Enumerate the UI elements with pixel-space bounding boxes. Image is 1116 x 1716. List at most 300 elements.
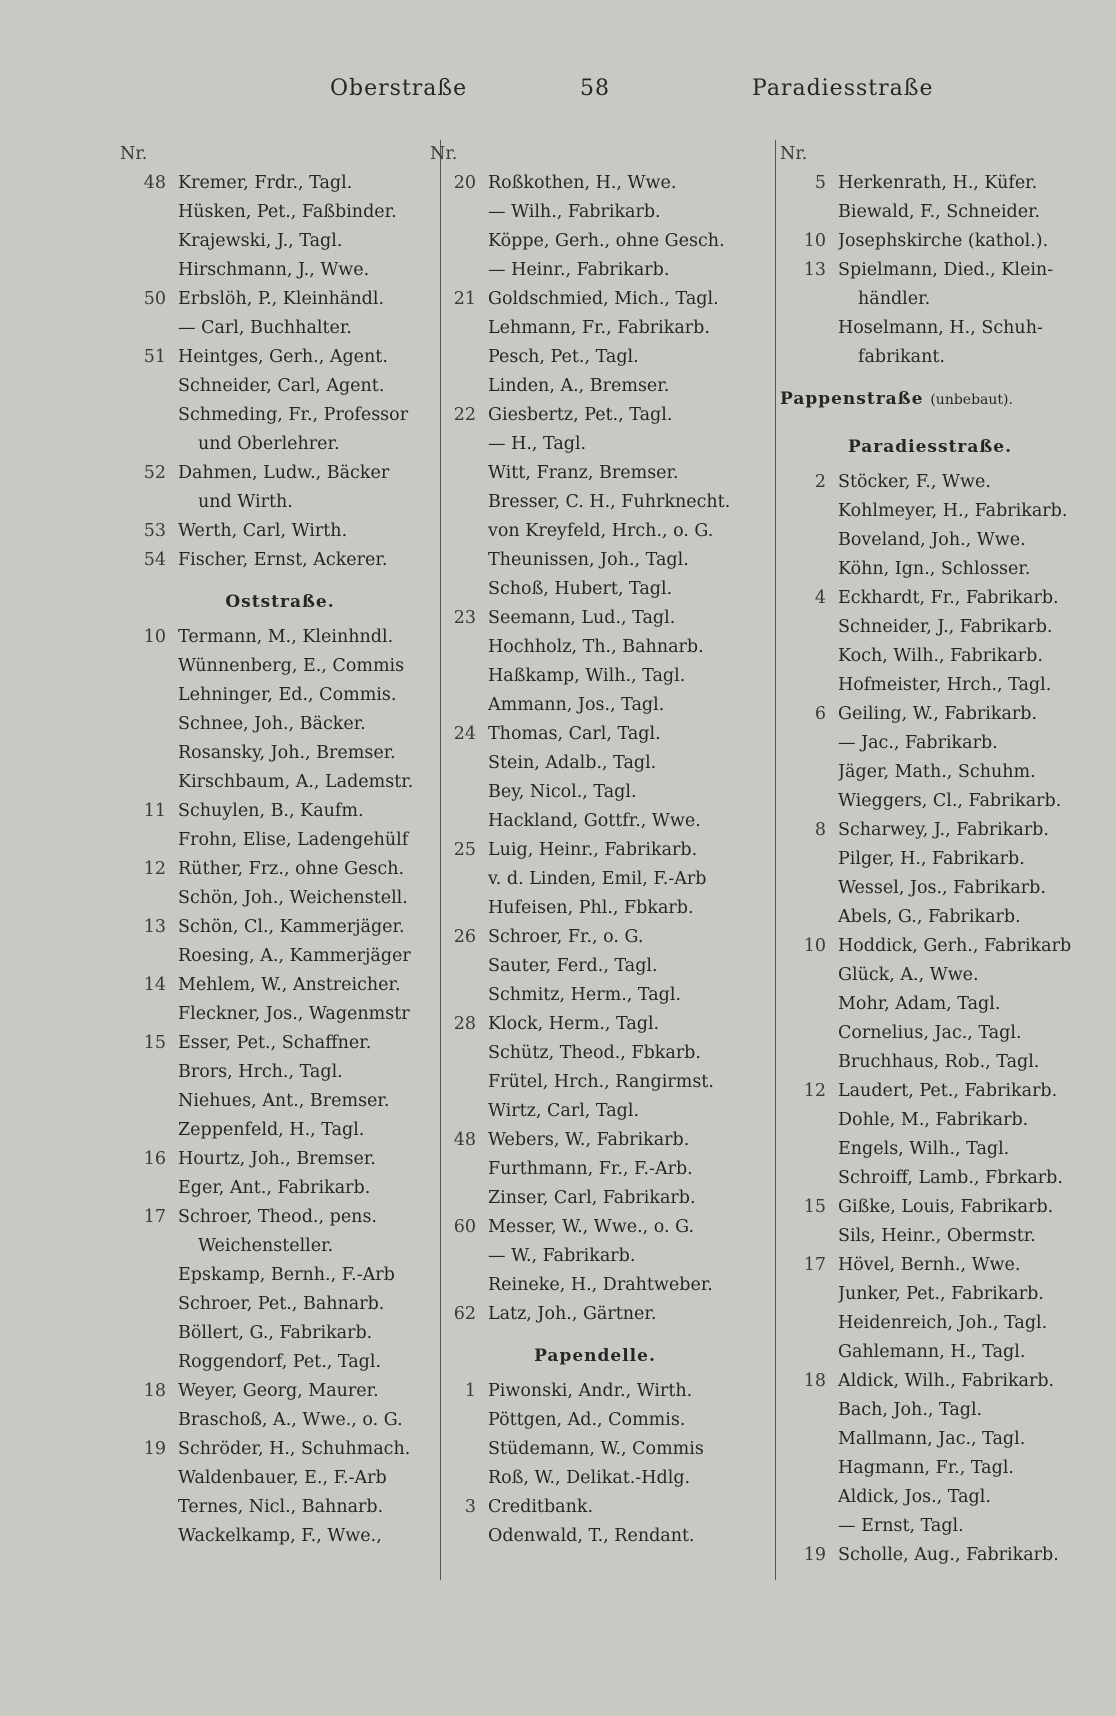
directory-entry <box>430 1377 760 1406</box>
house-number <box>430 575 488 604</box>
resident-entry-text: Köhn, Ign., Schlosser. <box>838 559 1031 579</box>
resident-entry-text: Goldschmied, Mich., Tagl. <box>488 289 719 309</box>
resident-entry-text: Schroer, Theod., pens. <box>178 1207 377 1227</box>
resident-entry-text: Kohlmeyer, H., Fabrikarb. <box>838 501 1068 521</box>
resident-entry-text: Dohle, M., Fabrikarb. <box>838 1110 1029 1130</box>
resident-entry-text: Abels, G., Fabrikarb. <box>838 907 1021 927</box>
street-heading <box>780 420 1080 468</box>
house-number: 1 <box>464 1381 476 1401</box>
resident-entry-text: Schuylen, B., Kaufm. <box>178 801 364 821</box>
house-number <box>120 1319 178 1348</box>
house-number <box>120 1522 178 1551</box>
resident-entry-text: Hüsken, Pet., Faßbinder. <box>178 202 397 222</box>
resident-entry-text: Fleckner, Jos., Wagenmstr <box>178 1004 410 1024</box>
resident-entry-text: Roggendorf, Pet., Tagl. <box>178 1352 382 1372</box>
house-number <box>780 497 838 526</box>
house-number <box>780 845 838 874</box>
directory-entry <box>430 923 760 952</box>
directory-entry <box>780 1512 1080 1541</box>
directory-entry <box>780 642 1080 671</box>
resident-entry-text: Schnee, Joh., Bäcker. <box>178 714 366 734</box>
house-number <box>780 343 838 372</box>
directory-entry <box>430 1213 760 1242</box>
directory-entry <box>120 227 440 256</box>
resident-entry-text: Zinser, Carl, Fabrikarb. <box>488 1188 696 1208</box>
house-number <box>780 1483 838 1512</box>
directory-entry <box>780 845 1080 874</box>
directory-entry <box>120 1232 440 1261</box>
resident-entry-text: Hofmeister, Hrch., Tagl. <box>838 675 1052 695</box>
resident-entry-text: Stein, Adalb., Tagl. <box>488 753 657 773</box>
resident-entry-text: Wessel, Jos., Fabrikarb. <box>838 878 1046 898</box>
resident-entry-text: Eckhardt, Fr., Fabrikarb. <box>838 588 1059 608</box>
house-number <box>780 1425 838 1454</box>
house-number <box>120 1493 178 1522</box>
resident-entry-text: — H., Tagl. <box>488 434 587 454</box>
resident-entry-text: Kirschbaum, A., Lademstr. <box>178 772 414 792</box>
directory-entry <box>430 1493 760 1522</box>
resident-entry-text: Stöcker, F., Wwe. <box>838 472 991 492</box>
house-number <box>430 459 488 488</box>
resident-entry-text: Creditbank. <box>488 1497 594 1517</box>
resident-entry-text: Braschoß, A., Wwe., o. G. <box>178 1410 403 1430</box>
directory-entry <box>120 1406 440 1435</box>
resident-entry-text: Haßkamp, Wilh., Tagl. <box>488 666 686 686</box>
house-number <box>120 227 178 256</box>
house-number <box>120 1058 178 1087</box>
resident-entry-text <box>840 140 1080 169</box>
resident-entry-text: händler. <box>858 289 931 309</box>
directory-entry <box>120 546 440 575</box>
house-number <box>120 430 178 459</box>
resident-entry-text: Spielmann, Died., Klein- <box>838 260 1054 280</box>
house-number <box>430 778 488 807</box>
directory-entry <box>120 1174 440 1203</box>
directory-entry <box>430 343 760 372</box>
resident-entry-text: Junker, Pet., Fabrikarb. <box>838 1284 1044 1304</box>
house-number <box>120 372 178 401</box>
resident-entry-text: Köppe, Gerh., ohne Gesch. <box>488 231 725 251</box>
directory-entry <box>780 285 1080 314</box>
resident-entry-text: Sauter, Ferd., Tagl. <box>488 956 658 976</box>
directory-entry <box>780 1280 1080 1309</box>
resident-entry-text: Biewald, F., Schneider. <box>838 202 1041 222</box>
resident-entry-text: Koch, Wilh., Fabrikarb. <box>838 646 1043 666</box>
resident-entry-text: Böllert, G., Fabrikarb. <box>178 1323 373 1343</box>
house-number <box>120 652 178 681</box>
house-number <box>120 1290 178 1319</box>
house-number: 24 <box>453 724 476 744</box>
directory-entry <box>780 1454 1080 1483</box>
resident-entry-text: Aldick, Wilh., Fabrikarb. <box>838 1371 1055 1391</box>
directory-entry <box>780 961 1080 990</box>
directory-entry <box>120 652 440 681</box>
house-number <box>780 1019 838 1048</box>
directory-entry <box>430 1271 760 1300</box>
house-number <box>780 1396 838 1425</box>
resident-entry-text: Ammann, Jos., Tagl. <box>488 695 665 715</box>
directory-entry <box>430 1435 760 1464</box>
resident-entry-text: Herkenrath, H., Küfer. <box>838 173 1038 193</box>
house-number <box>120 401 178 430</box>
directory-entry <box>120 343 440 372</box>
directory-entry <box>430 459 760 488</box>
directory-entry <box>430 604 760 633</box>
resident-entry-text: Roesing, A., Kammerjäger <box>178 946 411 966</box>
resident-entry-text: Geiling, W., Fabrikarb. <box>838 704 1038 724</box>
resident-entry-text: — Wilh., Fabrikarb. <box>488 202 661 222</box>
directory-entry <box>430 546 760 575</box>
directory-entry <box>120 1464 440 1493</box>
resident-entry-text: Termann, M., Kleinhndl. <box>178 627 394 647</box>
house-number <box>430 691 488 720</box>
resident-entry-text: Schütz, Theod., Fbkarb. <box>488 1043 701 1063</box>
resident-entry-text <box>490 140 760 169</box>
house-number <box>780 1280 838 1309</box>
directory-entry <box>430 430 760 459</box>
house-number <box>430 749 488 778</box>
directory-entry <box>780 555 1080 584</box>
resident-entry-text: Pöttgen, Ad., Commis. <box>488 1410 686 1430</box>
resident-entry-text: Piwonski, Andr., Wirth. <box>488 1381 693 1401</box>
house-number <box>430 952 488 981</box>
resident-entry-text: Hoselmann, H., Schuh- <box>838 318 1043 338</box>
directory-entry <box>430 517 760 546</box>
house-number <box>430 1097 488 1126</box>
directory-entry <box>780 1541 1080 1570</box>
resident-entry-text: Scholle, Aug., Fabrikarb. <box>838 1545 1059 1565</box>
resident-entry-text: Josephskirche (kathol.). <box>838 231 1049 251</box>
resident-entry-text: Weyer, Georg, Maurer. <box>178 1381 379 1401</box>
house-number: 13 <box>143 917 166 937</box>
directory-entry <box>430 662 760 691</box>
resident-entry-text: Lehninger, Ed., Commis. <box>178 685 397 705</box>
directory-entry <box>120 401 440 430</box>
house-number: 62 <box>453 1304 476 1324</box>
directory-entry <box>430 1464 760 1493</box>
directory-entry <box>430 778 760 807</box>
house-number <box>430 256 488 285</box>
resident-entry-text: Bruchhaus, Rob., Tagl. <box>838 1052 1040 1072</box>
resident-entry-text: und Wirth. <box>198 492 293 512</box>
resident-entry-text: Eger, Ant., Fabrikarb. <box>178 1178 371 1198</box>
resident-entry-text: Pesch, Pet., Tagl. <box>488 347 639 367</box>
house-number <box>120 1174 178 1203</box>
house-number: 17 <box>143 1207 166 1227</box>
house-number <box>780 990 838 1019</box>
house-number <box>120 198 178 227</box>
header-right-street: Paradiesstraße <box>752 76 934 101</box>
directory-entry <box>120 971 440 1000</box>
house-number: 21 <box>453 289 476 309</box>
house-number: 12 <box>803 1081 826 1101</box>
resident-entry-text: — Carl, Buchhalter. <box>178 318 352 338</box>
directory-entry <box>780 256 1080 285</box>
directory-entry <box>780 198 1080 227</box>
resident-entry-text: Jäger, Math., Schuhm. <box>838 762 1036 782</box>
resident-entry-text: Zeppenfeld, H., Tagl. <box>178 1120 365 1140</box>
house-number: 3 <box>464 1497 476 1517</box>
directory-entry <box>430 633 760 662</box>
house-number: 5 <box>814 173 826 193</box>
house-number <box>120 942 178 971</box>
directory-column-2 <box>430 140 760 1551</box>
street-heading <box>430 1329 760 1377</box>
house-number: 13 <box>803 260 826 280</box>
house-number: 26 <box>453 927 476 947</box>
house-number <box>120 768 178 797</box>
directory-entry <box>120 488 440 517</box>
house-number: 28 <box>453 1014 476 1034</box>
resident-entry-text: Mohr, Adam, Tagl. <box>838 994 1001 1014</box>
house-number <box>780 1338 838 1367</box>
directory-entry <box>430 227 760 256</box>
street-heading <box>780 372 1080 420</box>
house-number: 52 <box>143 463 166 483</box>
house-number: 19 <box>803 1545 826 1565</box>
house-number <box>120 884 178 913</box>
street-heading <box>120 575 440 623</box>
directory-entry <box>430 1300 760 1329</box>
resident-entry-text: Rüther, Frz., ohne Gesch. <box>178 859 405 879</box>
resident-entry-text: Krajewski, J., Tagl. <box>178 231 343 251</box>
directory-entry <box>780 671 1080 700</box>
directory-entry <box>120 1435 440 1464</box>
house-number <box>120 1087 178 1116</box>
resident-entry-text: Thomas, Carl, Tagl. <box>488 724 661 744</box>
number-column-label <box>430 140 760 169</box>
directory-entry <box>780 874 1080 903</box>
house-number <box>430 1242 488 1271</box>
house-number <box>780 961 838 990</box>
resident-entry-text: Messer, W., Wwe., o. G. <box>488 1217 695 1237</box>
resident-entry-text: Schön, Cl., Kammerjäger. <box>178 917 405 937</box>
directory-entry <box>430 1068 760 1097</box>
house-number <box>430 343 488 372</box>
resident-entry-text: Frohn, Elise, Ladengehülf <box>178 830 409 850</box>
resident-entry-text: Esser, Pet., Schaffner. <box>178 1033 372 1053</box>
directory-entry <box>120 1290 440 1319</box>
house-number <box>120 1406 178 1435</box>
house-number: 50 <box>143 289 166 309</box>
directory-entry <box>430 1155 760 1184</box>
directory-entry <box>780 343 1080 372</box>
directory-entry <box>430 1406 760 1435</box>
directory-entry <box>780 990 1080 1019</box>
resident-entry-text: Wackelkamp, F., Wwe., <box>178 1526 382 1546</box>
resident-entry-text: Schön, Joh., Weichenstell. <box>178 888 408 908</box>
resident-entry-text: Boveland, Joh., Wwe. <box>838 530 1026 550</box>
house-number: 18 <box>803 1371 826 1391</box>
house-number <box>430 517 488 546</box>
resident-entry-text: Stüdemann, W., Commis <box>488 1439 704 1459</box>
directory-entry <box>780 1193 1080 1222</box>
house-number <box>780 758 838 787</box>
directory-entry <box>120 1000 440 1029</box>
resident-entry-text: Mallmann, Jac., Tagl. <box>838 1429 1026 1449</box>
resident-entry-text: Cornelius, Jac., Tagl. <box>838 1023 1022 1043</box>
directory-entry <box>120 1058 440 1087</box>
house-number: 6 <box>814 704 826 724</box>
resident-entry-text: — Jac., Fabrikarb. <box>838 733 998 753</box>
directory-entry <box>120 826 440 855</box>
house-number: 2 <box>814 472 826 492</box>
house-number: 10 <box>143 627 166 647</box>
house-number <box>430 1464 488 1493</box>
house-number <box>430 633 488 662</box>
house-number: 18 <box>143 1381 166 1401</box>
resident-entry-text: Mehlem, W., Anstreicher. <box>178 975 401 995</box>
directory-entry <box>120 739 440 768</box>
directory-entry <box>120 372 440 401</box>
directory-entry <box>780 1164 1080 1193</box>
resident-entry-text: und Oberlehrer. <box>198 434 340 454</box>
resident-entry-text: Webers, W., Fabrikarb. <box>488 1130 690 1150</box>
resident-entry-text: Schneider, Carl, Agent. <box>178 376 385 396</box>
directory-entry <box>780 787 1080 816</box>
directory-entry <box>120 314 440 343</box>
resident-entry-text: — Ernst, Tagl. <box>838 1516 964 1536</box>
resident-entry-text: Hufeisen, Phl., Fbkarb. <box>488 898 694 918</box>
house-number <box>780 1309 838 1338</box>
resident-entry-text: — W., Fabrikarb. <box>488 1246 636 1266</box>
directory-entry <box>430 749 760 778</box>
directory-entry <box>120 710 440 739</box>
directory-entry <box>780 314 1080 343</box>
directory-entry <box>430 198 760 227</box>
resident-entry-text: Weichensteller. <box>198 1236 334 1256</box>
resident-entry-text: Engels, Wilh., Tagl. <box>838 1139 1010 1159</box>
house-number: 15 <box>143 1033 166 1053</box>
directory-entry <box>430 1242 760 1271</box>
directory-entry <box>780 758 1080 787</box>
resident-entry-text: Hövel, Bernh., Wwe. <box>838 1255 1021 1275</box>
directory-entry <box>780 584 1080 613</box>
house-number <box>780 1164 838 1193</box>
directory-entry <box>120 517 440 546</box>
house-number: 12 <box>143 859 166 879</box>
directory-entry <box>430 401 760 430</box>
directory-entry <box>430 285 760 314</box>
house-number <box>780 1106 838 1135</box>
directory-entry <box>430 575 760 604</box>
house-number: Nr. <box>780 144 808 164</box>
directory-entry <box>780 1019 1080 1048</box>
resident-entry-text: Kremer, Frdr., Tagl. <box>178 173 353 193</box>
directory-entry <box>120 1087 440 1116</box>
resident-entry-text: Scharwey, J., Fabrikarb. <box>838 820 1049 840</box>
resident-entry-text: Aldick, Jos., Tagl. <box>838 1487 991 1507</box>
directory-entry <box>120 942 440 971</box>
house-number <box>430 546 488 575</box>
directory-entry <box>430 1522 760 1551</box>
street-heading-text: Oststraße. <box>225 592 335 612</box>
house-number <box>430 981 488 1010</box>
resident-entry-text: Waldenbauer, E., F.-Arb <box>178 1468 387 1488</box>
directory-entry <box>120 1493 440 1522</box>
house-number: 8 <box>814 820 826 840</box>
resident-entry-text: Wieggers, Cl., Fabrikarb. <box>838 791 1062 811</box>
directory-entry <box>430 720 760 749</box>
directory-entry <box>780 1367 1080 1396</box>
directory-entry <box>430 256 760 285</box>
directory-entry <box>430 1039 760 1068</box>
house-number: Nr. <box>120 144 148 164</box>
house-number <box>780 874 838 903</box>
directory-column-1 <box>120 140 440 1551</box>
directory-entry <box>780 613 1080 642</box>
house-number <box>120 710 178 739</box>
directory-entry <box>780 1396 1080 1425</box>
resident-entry-text: Witt, Franz, Bremser. <box>488 463 679 483</box>
resident-entry-text: Brors, Hrch., Tagl. <box>178 1062 343 1082</box>
directory-entry <box>120 1145 440 1174</box>
house-number <box>430 662 488 691</box>
directory-entry <box>780 1309 1080 1338</box>
street-heading-text: Pappenstraße <box>780 389 924 409</box>
directory-entry <box>430 488 760 517</box>
directory-entry <box>120 1319 440 1348</box>
house-number: 60 <box>453 1217 476 1237</box>
resident-entry-text: Pilger, H., Fabrikarb. <box>838 849 1025 869</box>
directory-entry <box>430 981 760 1010</box>
house-number <box>780 1135 838 1164</box>
directory-entry <box>120 430 440 459</box>
resident-entry-text: Laudert, Pet., Fabrikarb. <box>838 1081 1058 1101</box>
directory-entry <box>780 1251 1080 1280</box>
directory-entry <box>120 681 440 710</box>
directory-entry <box>430 1010 760 1039</box>
house-number: 48 <box>453 1130 476 1150</box>
resident-entry-text: — Heinr., Fabrikarb. <box>488 260 670 280</box>
resident-entry-text: Schröder, H., Schuhmach. <box>178 1439 411 1459</box>
directory-entry <box>780 1222 1080 1251</box>
street-heading-text: Paradiesstraße. <box>847 437 1013 457</box>
house-number: 51 <box>143 347 166 367</box>
house-number <box>780 787 838 816</box>
resident-entry-text: Wünnenberg, E., Commis <box>178 656 405 676</box>
house-number: 16 <box>143 1149 166 1169</box>
directory-entry <box>120 1348 440 1377</box>
house-number <box>780 526 838 555</box>
house-number <box>430 1155 488 1184</box>
number-column-label <box>780 140 1080 169</box>
directory-entry <box>120 1377 440 1406</box>
directory-entry <box>430 372 760 401</box>
house-number: 54 <box>143 550 166 570</box>
house-number <box>430 314 488 343</box>
house-number <box>120 1000 178 1029</box>
house-number: 53 <box>143 521 166 541</box>
resident-entry-text: Hochholz, Th., Bahnarb. <box>488 637 704 657</box>
resident-entry-text: Roß, W., Delikat.-Hdlg. <box>488 1468 691 1488</box>
resident-entry-text: Glück, A., Wwe. <box>838 965 979 985</box>
house-number: 22 <box>453 405 476 425</box>
resident-entry-text: Hourtz, Joh., Bremser. <box>178 1149 376 1169</box>
directory-entry <box>780 227 1080 256</box>
directory-entry <box>120 256 440 285</box>
resident-entry-text: Erbslöh, P., Kleinhändl. <box>178 289 385 309</box>
resident-entry-text: Schmeding, Fr., Professor <box>178 405 409 425</box>
house-number <box>430 894 488 923</box>
house-number <box>430 198 488 227</box>
house-number: 20 <box>453 173 476 193</box>
house-number: 25 <box>453 840 476 860</box>
directory-entry <box>780 1425 1080 1454</box>
resident-entry-text <box>180 140 440 169</box>
house-number: 23 <box>453 608 476 628</box>
resident-entry-text: Schroer, Pet., Bahnarb. <box>178 1294 385 1314</box>
